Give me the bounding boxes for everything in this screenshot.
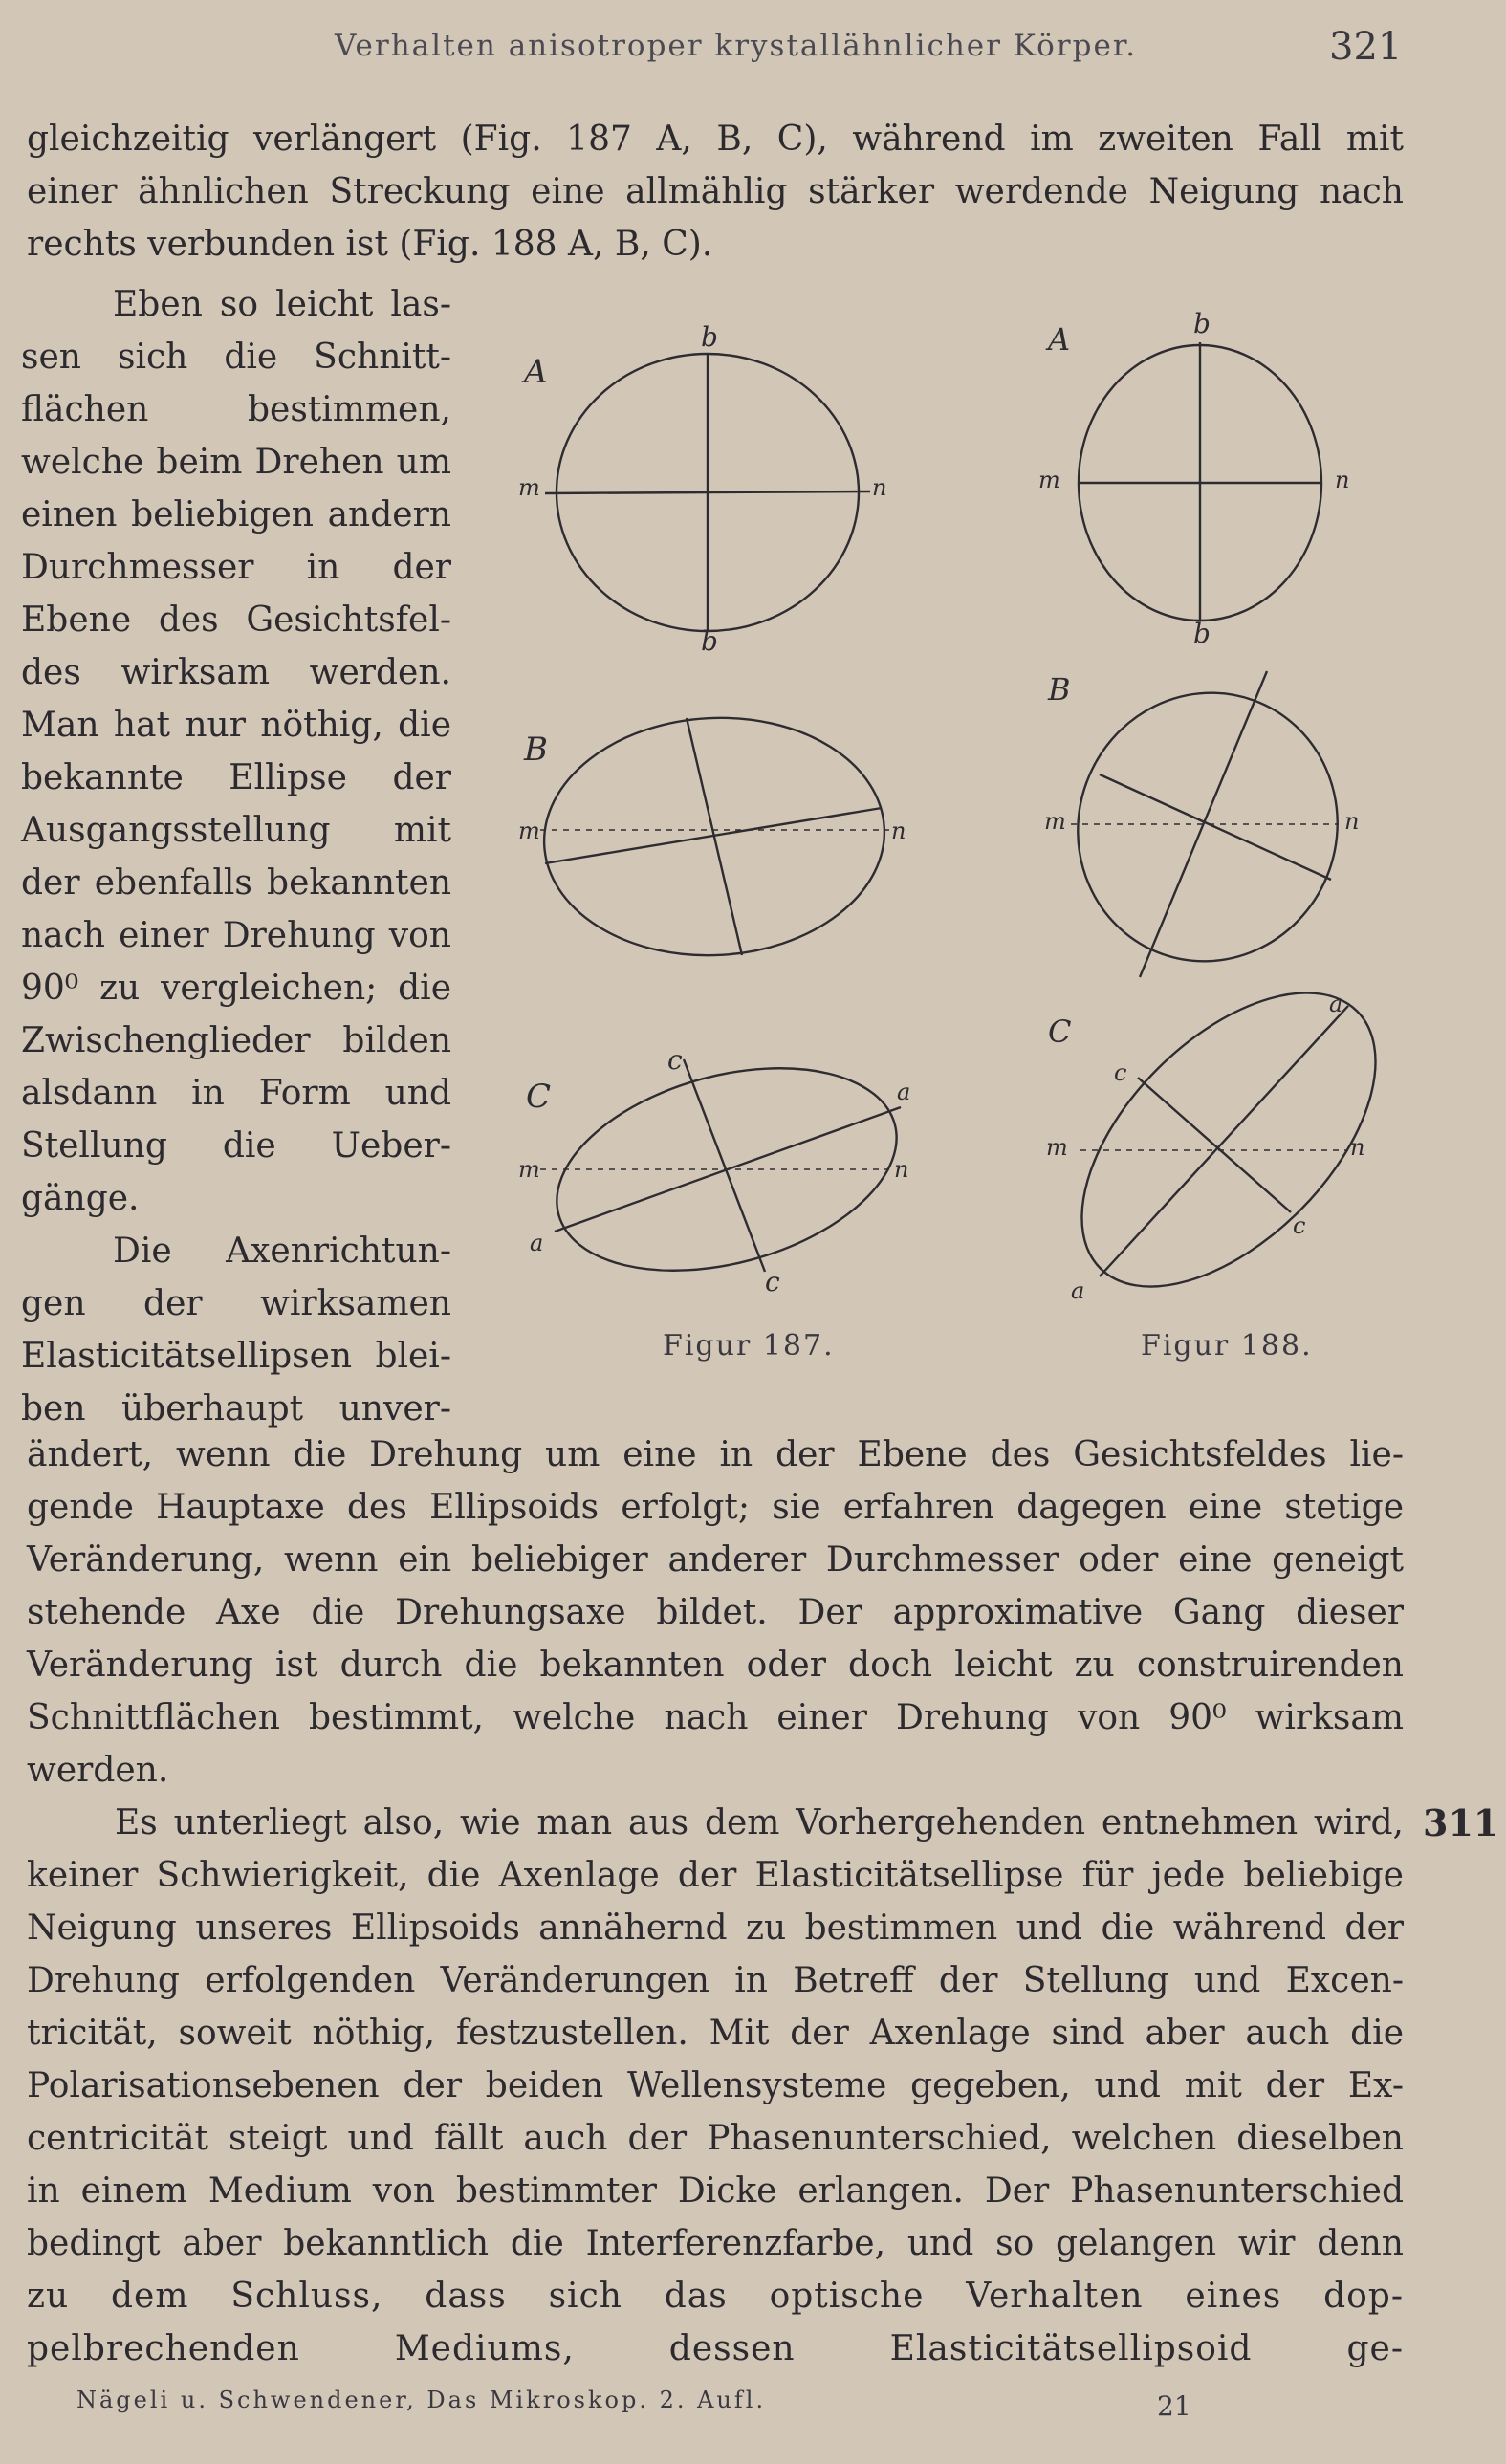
fig187-b-m: m: [518, 818, 540, 844]
fig187-b-panel: B: [524, 730, 548, 769]
text-line: des wirksam werden.: [21, 653, 451, 692]
footer-imprint: Nägeli u. Schwendener, Das Mikroskop. 2. Aufl.: [76, 2387, 767, 2413]
text-line: Drehung erfolgenden Veränderungen in Betreff der Stellung und Excen-: [27, 1961, 1404, 2000]
fig187-c-a-left: a: [530, 1230, 544, 1256]
fig187-c-panel: C: [526, 1078, 552, 1116]
fig188-a-panel: A: [1048, 321, 1071, 358]
text-line: ben überhaupt unver-: [21, 1389, 451, 1428]
fig187-c-n: n: [894, 1156, 909, 1183]
fig188-c-a-bottom: a: [1071, 1277, 1085, 1304]
running-head: Verhalten anisotroper krystallähnlicher Körper.: [335, 29, 1138, 63]
fig188-a-n: n: [1335, 467, 1350, 493]
text-line: Stellung die Ueber-: [21, 1126, 451, 1166]
caption-fig-187: Figur 187.: [663, 1329, 835, 1363]
fig188-b-n: n: [1344, 808, 1360, 835]
text-line: Neigung unseres Ellipsoids annähernd zu bestimmen und die während der: [27, 1908, 1404, 1948]
fig187-a-axis-mn: [545, 491, 870, 493]
text-line: werden.: [27, 1751, 169, 1790]
fig188-b-panel: B: [1048, 671, 1071, 708]
page-number: 321: [1329, 25, 1403, 69]
fig187-a-b-bottom: b: [701, 625, 718, 657]
fig187-c-m: m: [518, 1156, 540, 1183]
signature-mark: 21: [1157, 2390, 1191, 2422]
figures-187-188: [507, 287, 1463, 1386]
text-line: Durchmesser in der: [21, 548, 451, 587]
text-line: gleichzeitig verlängert (Fig. 187 A, B, C), während im zweiten Fall mit: [27, 120, 1404, 159]
text-line: bekannte Ellipse der: [21, 758, 451, 797]
fig188-b-axis-2: [1100, 774, 1331, 880]
text-line: einer ähnlichen Streckung eine allmählig stärker werdende Neigung nach: [27, 172, 1404, 211]
text-line: stehende Axe die Drehungsaxe bildet. Der approximative Gang dieser: [27, 1593, 1404, 1632]
fig188-c-ellipse: [1029, 940, 1428, 1339]
fig188-a-b-bottom: b: [1193, 618, 1211, 649]
fig187-a-n: n: [872, 474, 887, 501]
fig188-c-axis-cc: [1138, 1078, 1291, 1212]
text-line: alsdann in Form und: [21, 1074, 451, 1113]
text-line: einen beliebigen andern: [21, 495, 451, 534]
margin-section-number: 311: [1423, 1801, 1499, 1844]
text-line: ändert, wenn die Drehung um eine in der Ebene des Gesichtsfeldes lie-: [27, 1435, 1404, 1474]
fig188-a-b-top: b: [1193, 308, 1211, 339]
fig187-a-panel: A: [524, 353, 548, 391]
caption-fig-188: Figur 188.: [1141, 1329, 1313, 1363]
fig187-c-c-bottom: c: [765, 1266, 780, 1297]
text-line: Man hat nur nöthig, die: [21, 706, 451, 745]
ellipse-figures: [507, 287, 1463, 1386]
text-line: keiner Schwierigkeit, die Axenlage der Elasticitätsellipse für jede beliebige: [27, 1856, 1404, 1895]
fig187-b-n: n: [891, 818, 906, 844]
text-line: Ebene des Gesichtsfel-: [21, 600, 451, 640]
fig188-c-c-right: c: [1293, 1212, 1306, 1239]
fig188-c-a-top: a: [1329, 991, 1343, 1017]
fig187-c-a-right: a: [897, 1079, 911, 1105]
page-footer: [76, 2387, 1415, 2425]
text-line: flächen bestimmen,: [21, 390, 451, 429]
text-line: Die Axenrichtun-: [113, 1232, 451, 1271]
text-line: Veränderung, wenn ein beliebiger anderer Durchmesser oder eine geneigt: [27, 1540, 1404, 1580]
fig187-a-b-top: b: [701, 321, 718, 353]
text-line: pelbrechenden Mediums, dessen Elasticitätsellipsoid ge-: [27, 2329, 1404, 2368]
fig188-c-axis-aa: [1100, 1006, 1348, 1276]
fig188-c-panel: C: [1048, 1014, 1072, 1050]
fig188-c-n: n: [1350, 1134, 1365, 1161]
text-line: nach einer Drehung von: [21, 916, 451, 955]
fig187-c-axis-cc: [684, 1059, 765, 1272]
text-line: Veränderung ist durch die bekannten oder doch leicht zu construirenden: [27, 1646, 1404, 1685]
fig187-b-axis-2: [545, 808, 882, 863]
text-line: bedingt aber bekanntlich die Interferenzfarbe, und so gelangen wir denn: [27, 2224, 1404, 2263]
text-line: Elasticitätsellipsen blei-: [21, 1337, 451, 1376]
fig188-b-m: m: [1044, 808, 1066, 835]
text-line: centricität steigt und fällt auch der Phasenunterschied, welchen dieselben: [27, 2119, 1404, 2158]
text-line: welche beim Drehen um: [21, 443, 451, 482]
text-line: 90⁰ zu vergleichen; die: [21, 969, 451, 1008]
text-line: Ausgangsstellung mit: [21, 811, 451, 850]
fig187-a-m: m: [518, 474, 540, 501]
text-line: Eben so leicht las-: [113, 285, 451, 324]
text-line: Es unterliegt also, wie man aus dem Vorhergehenden entnehmen wird,: [115, 1803, 1404, 1843]
text-line: gende Hauptaxe des Ellipsoids erfolgt; sie erfahren dagegen eine stetige: [27, 1488, 1404, 1527]
fig188-c-m: m: [1046, 1134, 1068, 1161]
text-line: tricität, soweit nöthig, festzustellen. Mit der Axenlage sind aber auch die: [27, 2014, 1404, 2053]
text-line: der ebenfalls bekannten: [21, 863, 451, 903]
text-line: gänge.: [21, 1179, 140, 1218]
page-header: [0, 25, 1506, 76]
text-line: sen sich die Schnitt-: [21, 338, 451, 377]
text-line: gen der wirksamen: [21, 1284, 451, 1323]
text-line: Schnittflächen bestimmt, welche nach einer Drehung von 90⁰ wirksam: [27, 1698, 1404, 1737]
fig188-c-c-left: c: [1114, 1059, 1127, 1086]
text-line: Zwischenglieder bilden: [21, 1021, 451, 1060]
fig188-a-m: m: [1038, 467, 1060, 493]
text-line: rechts verbunden ist (Fig. 188 A, B, C).: [27, 225, 713, 264]
fig187-c-c-top: c: [667, 1044, 683, 1076]
text-line: in einem Medium von bestimmter Dicke erlangen. Der Phasenunterschied: [27, 2171, 1404, 2211]
text-line: zu dem Schluss, dass sich das optische Verhalten eines dop-: [27, 2277, 1404, 2316]
fig188-b-ellipse: [1040, 656, 1375, 997]
text-line: Polarisationsebenen der beiden Wellensysteme gegeben, und mit der Ex-: [27, 2066, 1404, 2105]
